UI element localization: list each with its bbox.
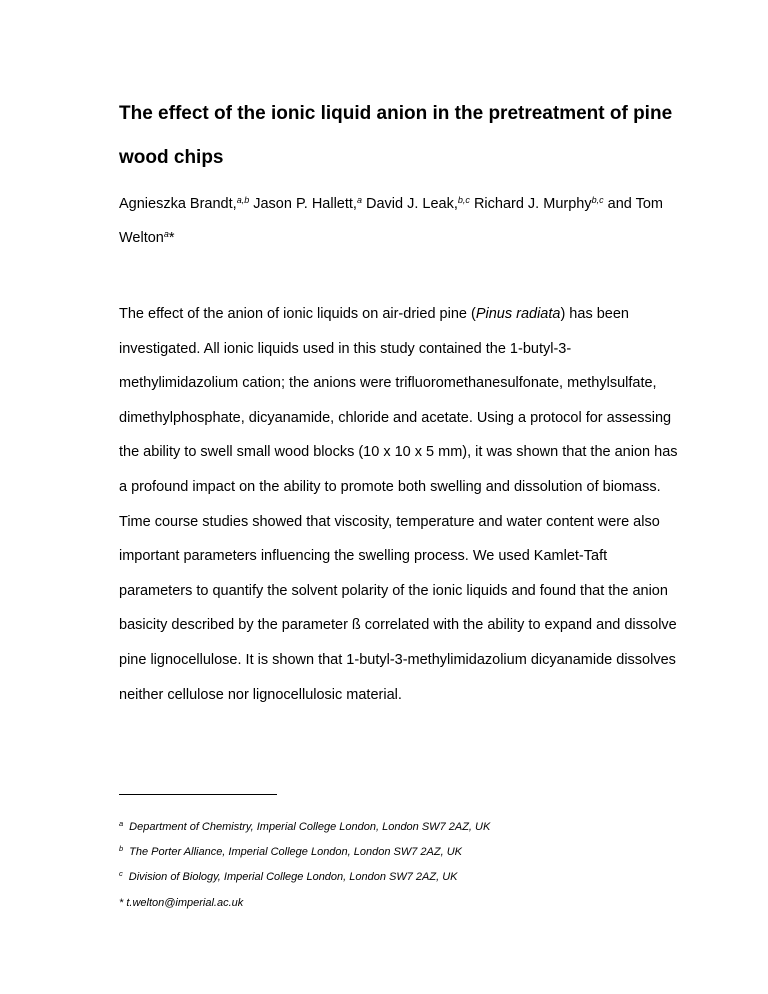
footnote-affiliation-b [119,845,679,859]
author-affiliation-mark: b,c [591,195,604,205]
author-list [119,187,679,255]
author-name: Agnieszka Brandt, [119,196,237,212]
author-separator: and [603,196,636,212]
author-affiliation-mark: a [356,195,362,205]
author-name: Richard J. Murphy [473,196,592,212]
author-name: Jason P. Hallett, [253,196,357,212]
footnote-email: * t.welton@imperial.ac.uk [119,897,244,909]
corresponding-author-mark: * [168,230,175,246]
footnote-affiliation-c [119,870,679,884]
footnote-text: Division of Biology, Imperial College London, London SW7 2AZ, UK [128,871,458,883]
abstract-text: The effect of the anion of ionic liquids on air-dried pine ( [119,306,476,322]
footnote-affiliation-a [119,820,679,834]
author-affiliation-mark: a,b [236,195,250,205]
author-name: Tom Welton [119,196,664,246]
species-name: Pinus radiata [475,306,561,322]
author-affiliation-mark: b,c [457,195,470,205]
abstract [119,297,679,712]
footnote-text: Department of Chemistry, Imperial College London, London SW7 2AZ, UK [129,821,491,833]
author-name: David J. Leak, [366,196,458,212]
footnote-mark: c [119,869,123,878]
author-affiliation-mark: a [163,229,169,239]
footnote-text: The Porter Alliance, Imperial College London, London SW7 2AZ, UK [129,846,462,858]
abstract-text: ) has been investigated. All ionic liquids used in this study contained the 1-butyl-3-methylimidazolium cation; the anions were trifluoromethanesulfonate, methylsulfate, dimethylphosphate, dicyanamide, chloride and acetate. Using a protocol for assessing the ability to swell small wood blocks (10 x 10 x 5 mm), it was shown that the anion has a profound impact on the ability to promote both swelling and dissolution of biomass. Time course studies showed that viscosity, temperature and water content were also important parameters influencing the swelling process. We used Kamlet-Taft parameters to quantify the solvent polarity of the ionic liquids and found that the anion basicity described by the parameter ß correlated with the ability to expand and dissolve pine lignocellulose. It is shown that 1-butyl-3-methylimidazolium dicyanamide dissolves neither cellulose nor lignocellulosic material. [119,306,678,703]
footnote-separator [119,794,277,795]
paper-title: The effect of the ionic liquid anion in the pretreatment of pine wood chips [119,103,673,168]
footnote-mark: b [119,844,124,853]
footnote-mark: a [119,819,124,828]
